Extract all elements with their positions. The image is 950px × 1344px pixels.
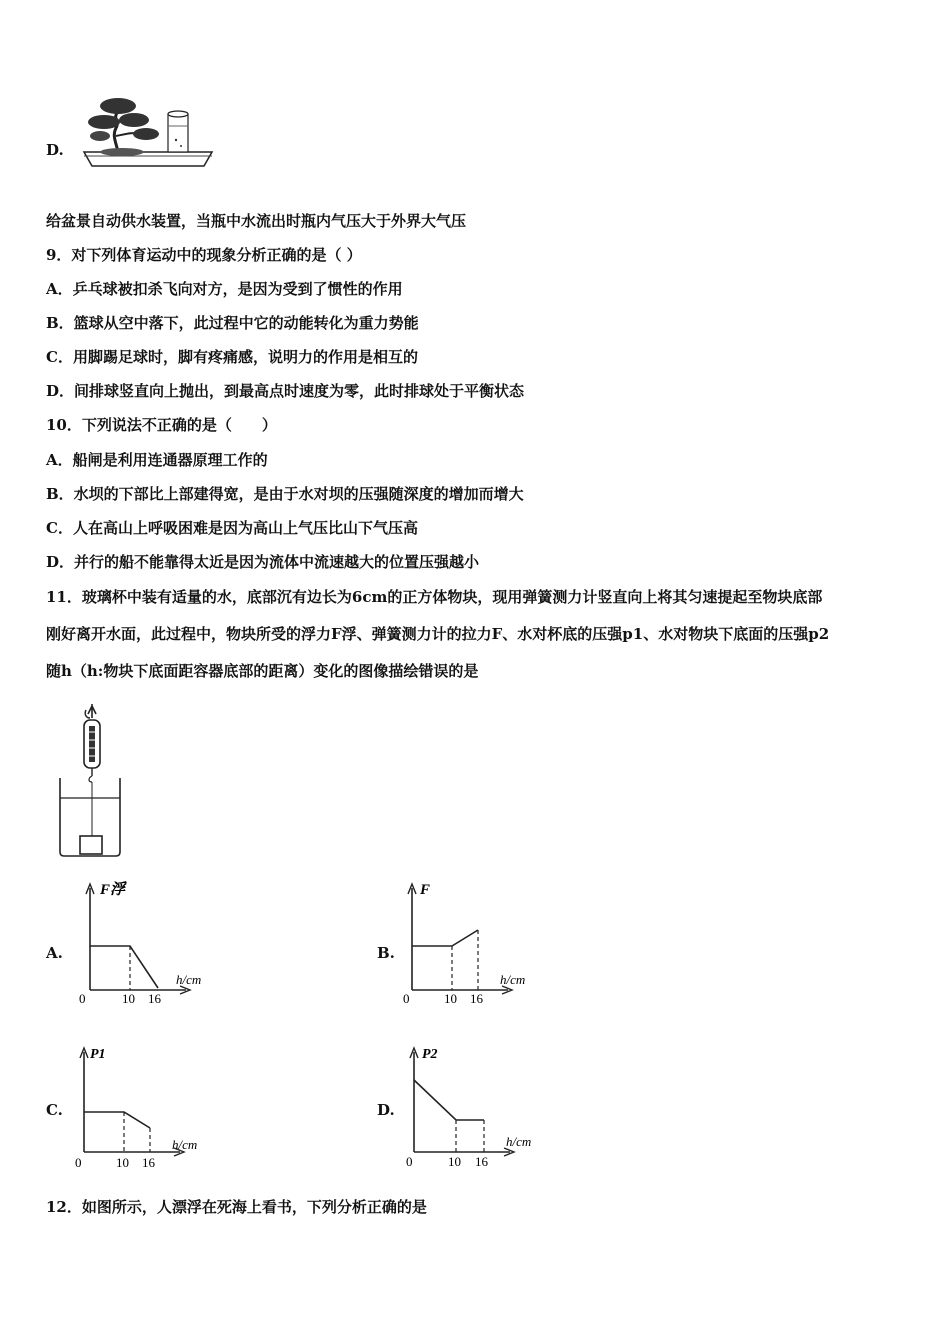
graph-c-bottom-pressure [70,1040,220,1174]
spring-scale-beaker-figure [56,704,126,858]
graph-d-tick-10: 10 [448,1154,461,1169]
graph-a-tick-10: 10 [122,991,135,1006]
q11-graph-c-letter: C. [46,1101,63,1119]
q11-stem-line3: 随h（h:物块下底面距容器底部的距离）变化的图像描绘错误的是 [46,662,479,680]
graph-b-tension [398,874,548,1008]
graph-b-xlabel: h/cm [500,972,526,987]
graph-d-tick-16: 16 [475,1154,488,1169]
q9-option-d: D．间排球竖直向上抛出，到最高点时速度为零，此时排球处于平衡状态 [46,382,525,400]
q10-option-b: B．水坝的下部比上部建得宽，是由于水对坝的压强随深度的增加而增大 [46,485,524,503]
q10-option-c: C．人在高山上呼吸困难是因为高山上气压比山下气压高 [46,519,418,537]
q11-stem-line2: 刚好离开水面，此过程中，物块所受的浮力F浮、弹簧测力计的拉力F、水对杯底的压强p1、水对物块下底面的压强p2 [46,625,830,643]
graph-a-origin: 0 [79,991,86,1006]
q11-stem-line1: 11．玻璃杯中装有适量的水，底部沉有边长为6cm的正方体物块，现用弹簧测力计竖直向上将其匀速提起至物块底部 [46,588,823,606]
graph-a-tick-16: 16 [148,991,161,1006]
graph-c-origin: 0 [75,1155,82,1170]
graph-b-origin: 0 [403,991,410,1006]
q12-stem: 12．如图所示，人漂浮在死海上看书，下列分析正确的是 [46,1198,427,1216]
graph-b-tick-10: 10 [444,991,457,1006]
q11-graph-b-letter: B. [377,944,395,962]
graph-d-xlabel: h/cm [506,1134,532,1149]
graph-a-xlabel: h/cm [176,972,202,987]
graph-c-tick-10: 10 [116,1155,129,1170]
graph-d-ylabel: P2 [422,1047,438,1062]
graph-d-origin: 0 [406,1154,413,1169]
graph-c-xlabel: h/cm [172,1137,198,1152]
q9-option-c: C．用脚踢足球时，脚有疼痛感，说明力的作用是相互的 [46,348,418,366]
q11-graph-a-letter: A. [46,944,63,962]
graph-b-ylabel: F [420,882,431,898]
graph-d-block-pressure [400,1038,550,1174]
q11-graph-d-letter: D. [377,1101,395,1119]
graph-a-buoyancy [74,874,224,1008]
q9-stem: 9．对下列体育运动中的现象分析正确的是（ ） [46,246,362,264]
bonsai-water-supply-figure [82,96,217,172]
q9-option-b: B．篮球从空中落下，此过程中它的动能转化为重力势能 [46,314,419,332]
q9-option-a: A．乒乓球被扣杀飞向对方，是因为受到了惯性的作用 [46,280,403,298]
q10-option-a: A．船闸是利用连通器原理工作的 [46,451,268,469]
graph-c-ylabel: P1 [90,1047,106,1062]
q10-option-d: D．并行的船不能靠得太近是因为流体中流速越大的位置压强越小 [46,553,480,571]
graph-a-ylabel: F浮 [100,882,126,898]
q8-option-d-letter: D. [46,141,64,159]
q8-option-d-caption: 给盆景自动供水装置，当瓶中水流出时瓶内气压大于外界大气压 [46,212,467,230]
graph-c-tick-16: 16 [142,1155,155,1170]
graph-b-tick-16: 16 [470,991,483,1006]
q10-stem: 10．下列说法不正确的是（ ） [46,416,277,434]
